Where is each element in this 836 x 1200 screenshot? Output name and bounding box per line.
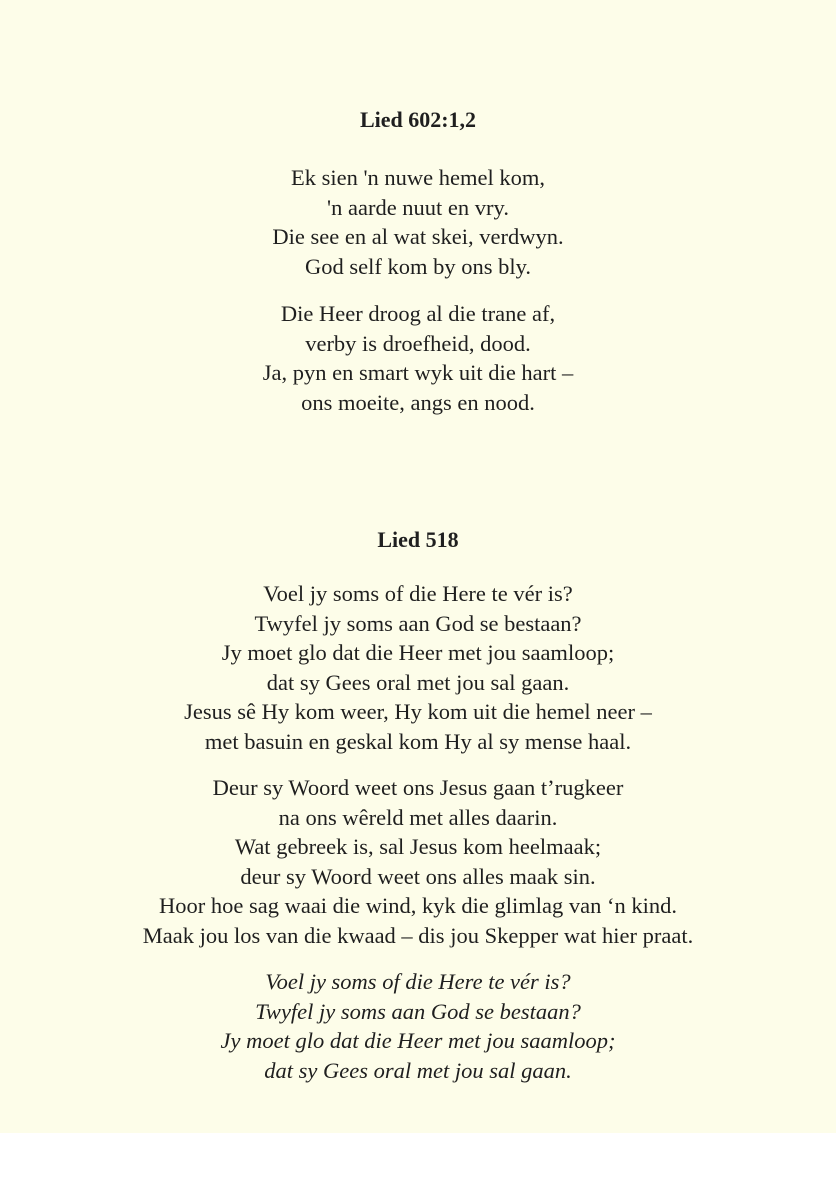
lyric-line: Jesus sê Hy kom weer, Hy kom uit die hemel neer – [184,699,652,724]
lyric-line: Voel jy soms of die Here te vér is? [263,581,573,606]
lyric-line: Twyfel jy soms aan God se bestaan? [254,610,582,636]
lyric-line: Deur sy Woord weet ons Jesus gaan t’rugkeer [212,775,624,800]
hymn-lied-602 [0,107,836,417]
stanza-2 [0,773,836,950]
lyric-line: Ek sien 'n nuwe hemel kom, [290,165,545,190]
refrain-stanza [0,967,836,1085]
lyric-line: Twyfel jy soms aan God se bestaan? [255,998,581,1024]
lyric-line: 'n aarde nuut en vry. [327,194,509,220]
lyric-line: met basuin en geskal kom Hy al sy mense haal. [204,728,632,754]
lyric-line: Die Heer droog al die trane af, [280,301,556,326]
lyric-line: Hoor hoe sag waai die wind, kyk die glimlag van ‘n kind. [158,893,678,918]
lyric-line: Ja, pyn en smart wyk uit die hart – [262,360,574,385]
hymn-title: Lied 602:1,2 [359,107,477,132]
hymn-lied-518 [0,527,836,1085]
lyric-line: deur sy Woord weet ons alles maak sin. [240,863,596,889]
lyric-line: ons moeite, angs en nood. [301,389,535,415]
lyric-line: dat sy Gees oral met jou sal gaan. [264,1057,572,1083]
stanza-1 [0,579,836,756]
page-bottom-margin [0,1133,836,1200]
lyric-line: Jy moet glo dat die Heer met jou saamloop; [220,1028,616,1053]
stanza-2 [0,299,836,417]
lyric-line: God self kom by ons bly. [304,253,532,279]
lyric-line: na ons wêreld met alles daarin. [278,804,558,830]
lyric-line: dat sy Gees oral met jou sal gaan. [266,669,570,695]
lyric-line: Jy moet glo dat die Heer met jou saamloop; [221,640,615,665]
lyric-line: verby is droefheid, dood. [305,330,531,356]
hymn-title: Lied 518 [377,527,459,552]
stanza-1 [0,163,836,281]
lyric-line: Wat gebreek is, sal Jesus kom heelmaak; [234,834,602,859]
lyric-line: Die see en al wat skei, verdwyn. [272,224,564,249]
lyric-line: Maak jou los van die kwaad – dis jou Skepper wat hier praat. [142,922,694,948]
lyric-line: Voel jy soms of die Here te vér is? [265,969,571,994]
